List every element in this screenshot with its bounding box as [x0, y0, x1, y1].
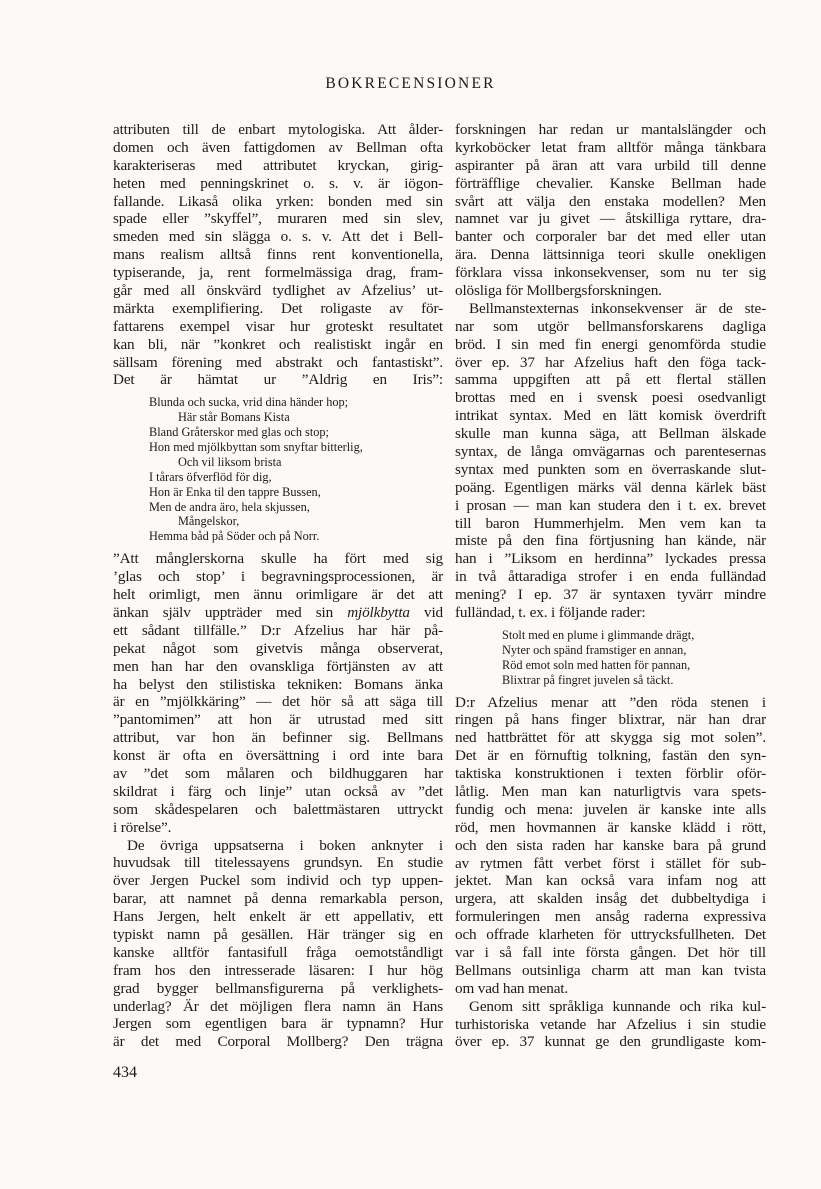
text-line: Jergen som egentligen bara är typnamn? Hur	[113, 1015, 443, 1033]
text-line: nar som utgör bellmansforskarens dagliga	[455, 317, 766, 335]
text-line: helt orimligt, men ännu orimligare är det att	[113, 586, 443, 604]
text-line: fattarens exempel visar hur groteskt resultatet	[113, 317, 443, 335]
text-line: typiskt namn på gesällen. Här tränger sig en	[113, 925, 443, 943]
text-line: turhistoriska vetande har Afzelius i sin studie	[455, 1015, 766, 1033]
text-line: ringen på hans finger blixtrar, när han drar	[455, 711, 766, 729]
text-line: heten med penningskrinet o. s. v. är iögon-	[113, 174, 443, 192]
text-line: mans realism alltså finns rent konventionella,	[113, 246, 443, 264]
left-column	[113, 121, 443, 1051]
text-line: Genom sitt språkliga kunnande och rika kul-	[469, 997, 766, 1015]
paragraph	[113, 837, 443, 1052]
text-line: går med all önskvärd tydlighet av Afzelius’ ut-	[113, 282, 443, 300]
text-line: aspiranter på äran att vara urbild till denne	[455, 156, 766, 174]
text-line: karakteriseras med attributet kryckan, girig-	[113, 156, 443, 174]
verse-line: Men de andra äro, hela skjussen,	[149, 499, 310, 514]
text-line: svårt att välja den enstaka modellen? Men	[455, 192, 766, 210]
text-line: olösliga för Mollbergsforskningen.	[455, 282, 662, 300]
text-line: kyrkoböcker letat fram alltför många tänkbara	[455, 138, 766, 156]
verse-line: Hon med mjölkbyttan som snyftar bitterlig,	[149, 440, 363, 455]
text-line: över Jergen Puckel som individ och typ uppen-	[113, 872, 443, 890]
paragraph	[113, 550, 443, 836]
verse-line: Hemma båd på Söder och på Norr.	[149, 529, 320, 544]
text-line: Det är en förnuftig tolkning, fastän den syn-	[455, 747, 766, 765]
text-line: ned hattbrättet för att skygga sig mot solen”.	[455, 729, 766, 747]
text-line: fulländad, t. ex. i följande rader:	[455, 604, 646, 622]
verse-line: Röd emot soln med hatten för pannan,	[502, 657, 691, 672]
text-line: intrikat syntax. Med en lätt komisk överdrift	[455, 407, 766, 425]
text-line: om vad han menat.	[455, 979, 569, 997]
paragraph	[455, 121, 766, 300]
verse-line: Och vil liksom brista	[178, 454, 282, 469]
text-line: urgera, att skalden insåg det dubbeltydiga i	[455, 890, 766, 908]
text-line: namnet var ju givet — åtskilliga ryttare, dra-	[455, 210, 766, 228]
text-line: miste på den fina förtjusning han kände, när	[455, 532, 766, 550]
verse-line: Bland Gråterskor med glas och stop;	[149, 425, 329, 440]
verse-line: Blixtrar på fingret juvelen så täckt.	[502, 672, 674, 687]
text-line: av ”det som målaren och bildhuggaren har	[113, 764, 443, 782]
text-line: smeden med sin slägga o. s. v. Att det i Bell-	[113, 228, 443, 246]
text-line: Bellmanstexternas inkonsekvenser är de ste-	[469, 299, 766, 317]
text-line: attribut, var hon än befinner sig. Bellmans	[113, 729, 443, 747]
text-line: skulle man kunna säga, att Bellman älskade	[455, 425, 766, 443]
text-line: fram hos den intresserade läsaren: I hur hög	[113, 961, 443, 979]
text-line: men han har den ovanskliga förtjänsten av att	[113, 657, 443, 675]
text-line: märkta exemplifiering. Det roligaste av för-	[113, 299, 443, 317]
paragraph	[455, 300, 766, 622]
text-line: samma uppgiften att på ett flertal ställen	[455, 371, 766, 389]
text-line: ha belyst den stilistiska tekniken: Bomans änka	[113, 675, 443, 693]
text-line: ’glas och stop’ i begravningsprocessionen, är	[113, 568, 443, 586]
italic-term: mjölkbytta	[347, 603, 410, 621]
text-line: ära. Denna lättsinniga teori skulle onekligen	[455, 246, 766, 264]
text-line: pekat något som givetvis många observerat,	[113, 639, 443, 657]
text-line: i prosan — man kan studera den i t. ex. brevet	[455, 496, 766, 514]
text-line: spade eller ”skyffel”, muraren med sin slev,	[113, 210, 443, 228]
text-line: till baron Hummerhjelm. Men vem kan ta	[455, 514, 766, 532]
paragraph	[455, 694, 766, 998]
text-line: sällsam förening med abstrakt och fantastiskt”.	[113, 353, 443, 371]
text-line: och offrade klarheten för uttrycksfullheten. Det	[455, 926, 766, 944]
verse-quotation	[149, 395, 443, 544]
text-line: ”Att månglerskorna skulle ha fört med sig	[113, 550, 443, 568]
text-line: förklara vissa inkonsekvenser, som nu ter sig	[455, 264, 766, 282]
paragraph	[113, 121, 443, 389]
text-line: syntax, de långa omvägarnas och parentesernas	[455, 443, 766, 461]
text-line: änkan själv uppträder med sin mjölkbytta vid	[113, 603, 443, 621]
running-header: BOKRECENSIONER	[325, 75, 496, 92]
text-line: banter och corporaler bar det med eller utan	[455, 228, 766, 246]
right-column	[455, 121, 766, 1051]
verse-line: I tårars öfverflöd för dig,	[149, 469, 272, 484]
text-line: av rytmen fått verbet först i stället för sub-	[455, 854, 766, 872]
text-line: fallande. Likaså olika yrken: bonden med sin	[113, 192, 443, 210]
text-line: De övriga uppsatserna i boken anknyter i	[127, 836, 443, 854]
text-line: underlag? Är det möjligen flera namn än Hans	[113, 997, 443, 1015]
text-line: formuleringen men ansåg raderna expressiva	[455, 908, 766, 926]
text-line: brottas med en i svensk poesi osedvanligt	[455, 389, 766, 407]
text-line: fundig och mena: juvelen är kanske inte alls	[455, 800, 766, 818]
text-line: domen och även fattigdomen av Bellman ofta	[113, 138, 443, 156]
verse-line: Hon är Enka til den tappre Bussen,	[149, 484, 321, 499]
text-line: över ep. 37 kunnat ge den grundligaste kom-	[455, 1033, 766, 1051]
text-line: grad bygger bellmansfigurerna på verklighets-	[113, 979, 443, 997]
text-line: barar, att namnet på denna remarkabla person,	[113, 890, 443, 908]
text-line: typiserande, ja, rent formelmässiga drag, fram-	[113, 264, 443, 282]
paragraph	[455, 998, 766, 1052]
text-line: låtlig. Men man kan naturligtvis vara spets-	[455, 782, 766, 800]
text-line: ett sådant tillfälle.” D:r Afzelius har här på-	[113, 621, 443, 639]
text-line: röd, men hovmannen är kanske klädd i rött,	[455, 818, 766, 836]
verse-quotation	[502, 628, 766, 688]
text-line: över ep. 37 har Afzelius haft den föga tack-	[455, 353, 766, 371]
text-line: Hans Jergen, helt enkelt är ett appellativ, ett	[113, 908, 443, 926]
text-line: är en ”mjölkkäring” — det hör så att säga till	[113, 693, 443, 711]
text-line: och den sista raden har kanske bara på grund	[455, 836, 766, 854]
text-line: som skådespelaren och balettmästaren uttryckt	[113, 800, 443, 818]
text-line: mening? I ep. 37 är syntaxen tyvärr mindre	[455, 586, 766, 604]
text-line: kanske alltför fantasifull fråga oemotståndligt	[113, 943, 443, 961]
verse-line: Blunda och sucka, vrid dina händer hop;	[149, 395, 349, 410]
text-line: konst är ofta en översättning i ord inte bara	[113, 747, 443, 765]
text-line: ”pantomimen” att hon är utrustad med sitt	[113, 711, 443, 729]
text-line: i rörelse”.	[113, 818, 172, 836]
verse-line: Nyter och spänd framstiger en annan,	[502, 642, 687, 657]
verse-line: Mångelskor,	[178, 514, 240, 529]
text-line: Bellmans outsinliga charm att man kan tvista	[455, 961, 766, 979]
text-line: attributen till de enbart mytologiska. Att ålder-	[113, 121, 443, 138]
verse-line: Här står Bomans Kista	[178, 410, 290, 425]
text-line: han i ”Liksom en herdinna” lyckades pressa	[455, 550, 766, 568]
text-line: in två åttaradiga strofer i en enda fulländad	[455, 568, 766, 586]
text-line: jektet. Man kan också vara infam nog att	[455, 872, 766, 890]
text-line: huvudsak till titelessayens grundsyn. En studie	[113, 854, 443, 872]
text-line: skildrat i färg och linje” utan också av ”det	[113, 782, 443, 800]
text-line: taktiska konstruktionen i texten förblir oför-	[455, 765, 766, 783]
verse-line: Stolt med en plume i glimmande drägt,	[502, 627, 695, 642]
text-line: poäng. Egentligen märks väl denna kärlek bäst	[455, 478, 766, 496]
text-line: forskningen har redan ur mantalslängder och	[455, 121, 766, 138]
text-line: är det med Corporal Mollberg? Den trägna	[113, 1033, 443, 1051]
text-line: Det är hämtat ur ”Aldrig en Iris”:	[113, 371, 443, 389]
text-line: förträfflige chevalier. Kanske Bellman hade	[455, 174, 766, 192]
page-number: 434	[113, 1064, 137, 1081]
text-line: var i så fall inte första gången. Det hör till	[455, 943, 766, 961]
text-line: D:r Afzelius menar att ”den röda stenen i	[455, 693, 766, 711]
text-line: kan bli, när ”konkret och realistiskt ingår en	[113, 335, 443, 353]
text-line: bröd. I sin med fin energi genomförda studie	[455, 335, 766, 353]
text-line: syntax med punkten som en överraskande slut-	[455, 460, 766, 478]
